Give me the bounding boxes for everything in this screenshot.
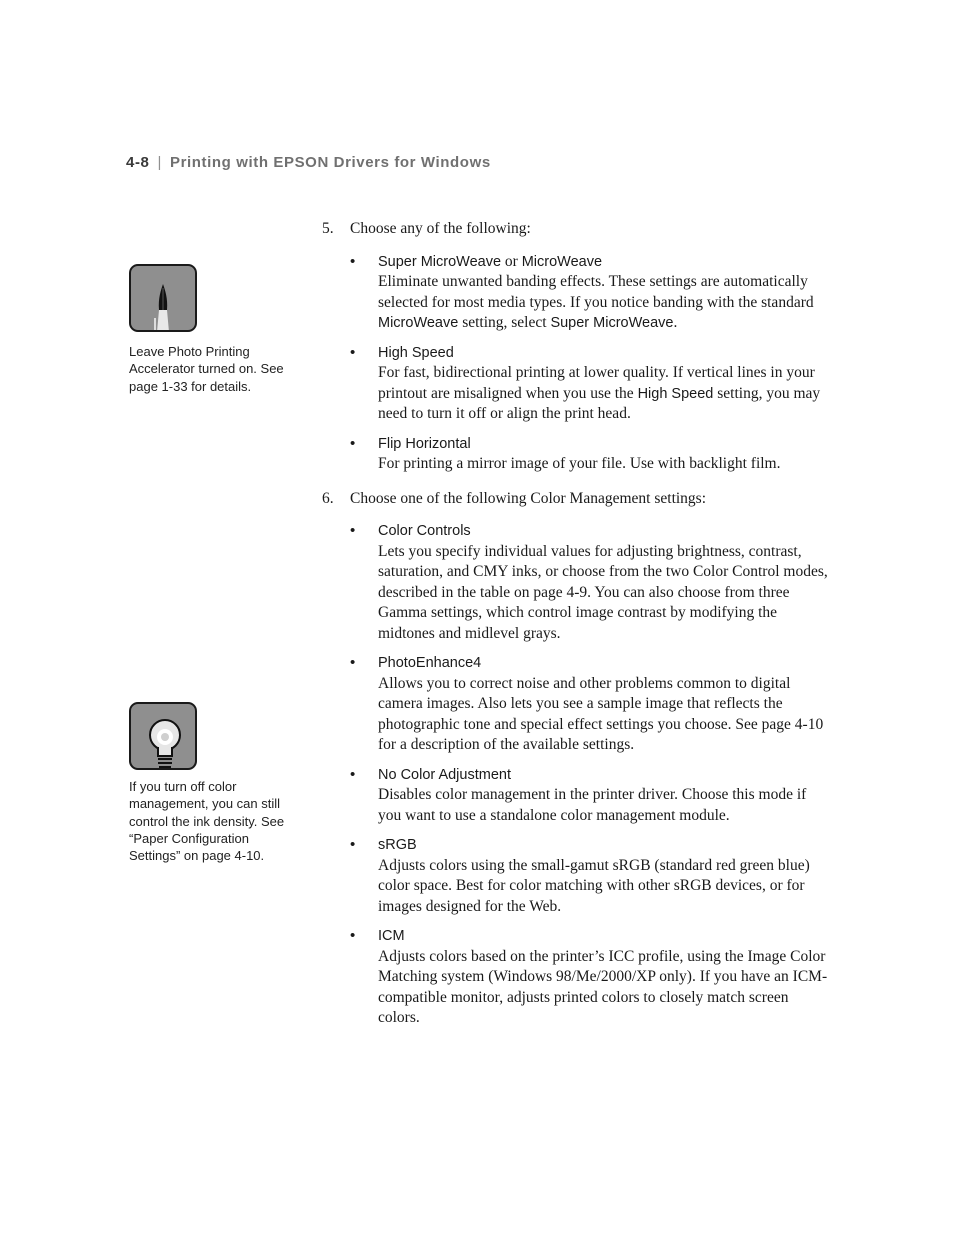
option-item — [350, 521, 832, 644]
description-text: For fast, bidirectional printing at lower quality. If vertical lines in your printout are misaligned when you use the — [378, 364, 815, 402]
option-description — [378, 947, 832, 1029]
option-item — [350, 653, 832, 756]
description-text: Allows you to correct noise and other problems common to digital camera images. Also lets you see a sample image that reflects the photographic tone and special effect settings you choose. See page 4-10 for a description of the available settings. — [378, 674, 824, 753]
chapter-title: Printing with EPSON Drivers for Windows — [169, 154, 491, 171]
bullet: • — [350, 522, 356, 539]
inline-setting-name: High Speed — [637, 385, 714, 402]
option-name — [378, 835, 832, 856]
option-name — [378, 926, 832, 947]
bullet: • — [350, 654, 356, 671]
bullet: • — [350, 343, 356, 361]
option-name — [378, 521, 832, 542]
option-name-text: or — [501, 252, 522, 270]
option-setting-name: Color Controls — [378, 523, 471, 539]
step-text: Choose one of the following Color Management settings: — [350, 489, 707, 507]
option-setting-name: High Speed — [378, 344, 454, 361]
option-description — [378, 542, 832, 645]
bullet: • — [350, 252, 356, 270]
sidebar-note-photo-accelerator: Leave Photo Printing Accelerator turned on. See page 1-33 for details. — [129, 344, 284, 394]
option-name — [378, 343, 832, 364]
description-text: setting, select — [458, 314, 551, 331]
description-text: Disables color management in the printer driver. Choose this mode if you want to use a standalone color management module. — [378, 786, 807, 824]
option-item — [350, 765, 832, 827]
description-text: Lets you specify individual values for adjusting brightness, contrast, saturation, and CMY inks, or choose from the two Color Control modes, described in the table on page 4-9. You can also choose from three Gamma settings, which control image contrast by modifying the midtones and midlevel grays. — [378, 542, 828, 642]
option-item — [350, 343, 832, 425]
header-separator: | — [157, 154, 162, 171]
bullet: • — [350, 836, 356, 853]
lightbulb-icon — [129, 702, 197, 770]
description-text: Adjusts colors based on the printer’s ICC profile, using the Image Color Matching system (Windows 98/Me/2000/XP only). If you have an ICM-compatible monitor, adjusts printed colors to closely match screen colors. — [378, 947, 828, 1026]
option-item — [350, 434, 832, 475]
description-text: Adjusts colors using the small-gamut sRGB (standard red green blue) color space. Best for color matching with other sRGB devices, or for images designed for the Web. — [378, 856, 810, 915]
option-description — [378, 785, 832, 826]
option-setting-name: PhotoEnhance4 — [378, 655, 482, 671]
step-6 — [322, 489, 832, 1029]
option-description — [378, 674, 832, 756]
option-setting-name: No Color Adjustment — [378, 766, 511, 783]
pen-nib-icon — [129, 264, 197, 332]
step-number: 6. — [322, 489, 334, 507]
description-text: For printing a mirror image of your file. Use with backlight film. — [378, 455, 781, 472]
step-instruction — [322, 219, 832, 240]
step-5 — [322, 219, 832, 475]
main-content — [322, 219, 832, 1043]
bullet: • — [350, 765, 356, 783]
option-name — [378, 252, 832, 273]
description-text: . — [673, 314, 678, 331]
sidebar-note-color-management: If you turn off color management, you can still control the ink density. See “Paper Configuration Settings” on page 4-10. — [129, 779, 285, 864]
inline-setting-name: MicroWeave — [378, 315, 459, 331]
step-number: 5. — [322, 220, 334, 237]
step-text: Choose any of the following: — [350, 220, 531, 237]
option-description — [378, 856, 832, 918]
option-setting-name: Super MicroWeave — [378, 253, 502, 270]
option-name — [378, 434, 832, 455]
option-item — [350, 252, 832, 334]
page-number: 4-8 — [126, 154, 150, 171]
bullet: • — [350, 927, 356, 944]
option-description — [378, 272, 832, 334]
running-header — [126, 154, 491, 171]
option-name — [378, 765, 832, 786]
description-text: setting, you may need to turn it off or align the print head. — [378, 384, 821, 422]
option-item — [350, 835, 832, 917]
inline-setting-name: Super MicroWeave — [550, 315, 674, 331]
step-instruction — [322, 489, 832, 510]
bullet: • — [350, 434, 356, 452]
option-setting-name: Flip Horizontal — [378, 435, 471, 452]
description-text: Eliminate unwanted banding effects. These settings are automatically selected for most media types. If you notice banding with the standard — [378, 273, 814, 311]
option-description — [378, 363, 832, 425]
option-description — [378, 454, 832, 475]
option-setting-name: MicroWeave — [521, 253, 603, 270]
option-name — [378, 653, 832, 674]
option-item — [350, 926, 832, 1029]
option-setting-name: ICM — [378, 928, 405, 944]
option-setting-name: sRGB — [378, 837, 417, 853]
